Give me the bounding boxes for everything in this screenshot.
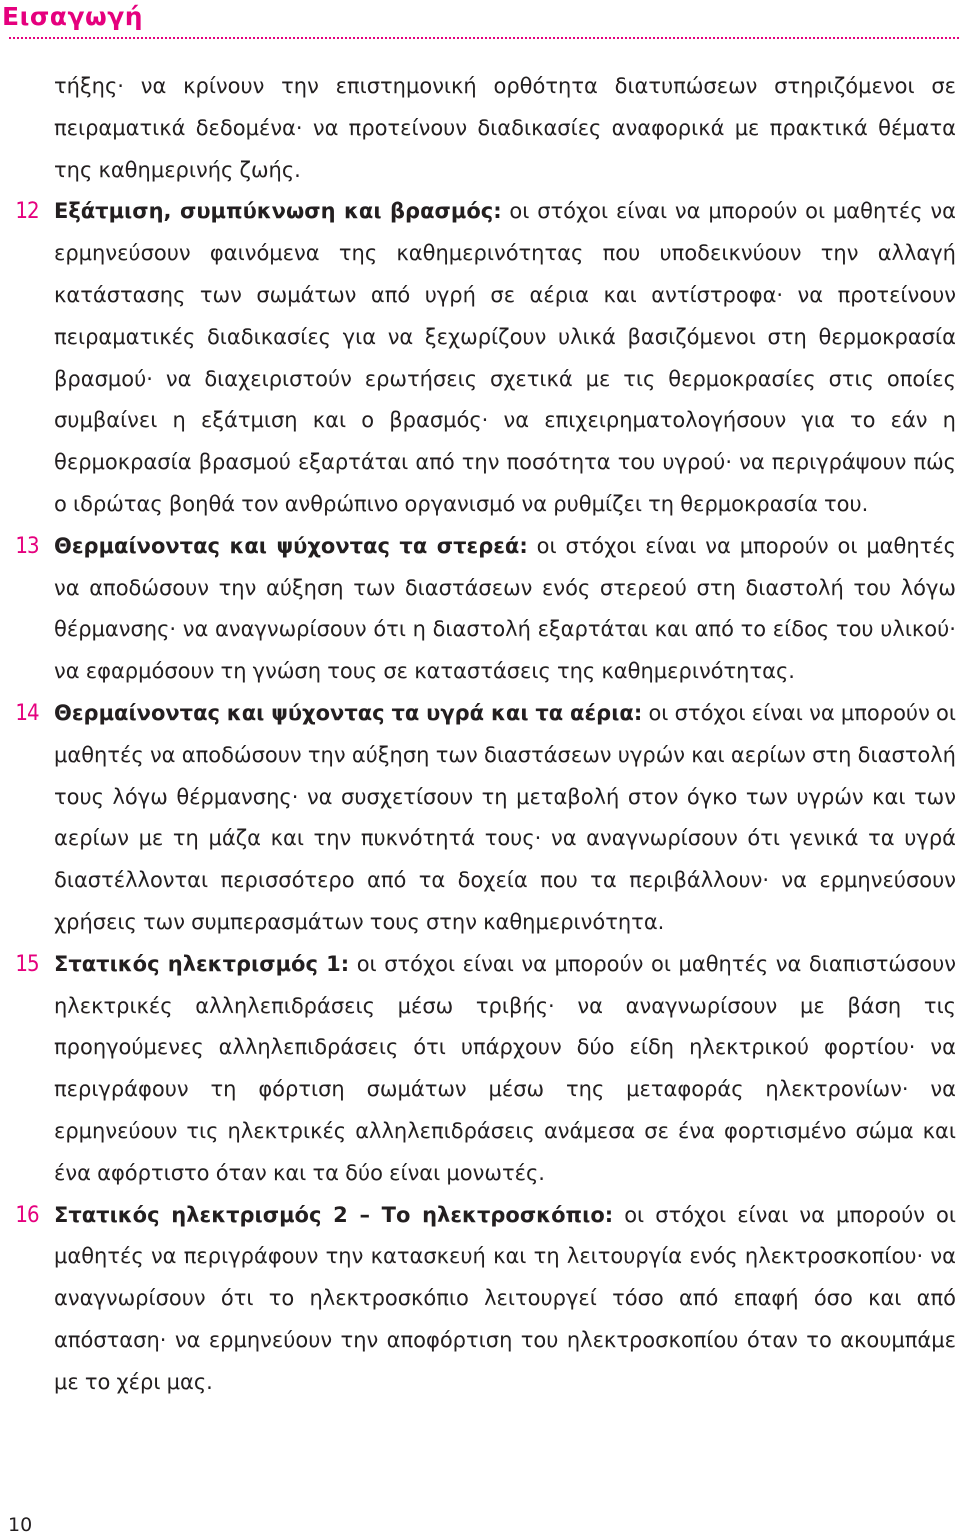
section-number: 15 [15, 951, 39, 977]
page-number: 10 [8, 1514, 33, 1536]
section-number: 12 [15, 199, 39, 225]
section-title: Εξάτμιση, συμπύκνωση και βρασμός: [54, 199, 502, 224]
page-title: Εισαγωγή [2, 2, 144, 31]
section-13 [15, 526, 956, 693]
section-text: οι στόχοι είναι να μπορούν οι μαθητές να περιγράφουν την κατασκευή και τη λειτουργία ενός ηλεκτροσκοπίου· να αναγνωρίσουν ότι το ηλεκτροσκόπιο λειτουργεί τόσο από επαφή όσο και από απόσταση· να ερμηνεύουν την αποφόρτιση του ηλεκτροσκοπίου όταν το ακουμπάμε με το χέρι μας. [54, 1202, 956, 1394]
section-14 [15, 693, 956, 944]
section-text: οι στόχοι είναι να μπορούν οι μαθητές να ερμηνεύσουν φαινόμενα της καθημερινότητας που υποδεικνύουν την αλλαγή κατάστασης των σωμάτων από υγρή σε αέρια και αντίστροφα· να προτείνουν πειραματικές διαδικασίες για να ξεχωρίζουν υλικά βασιζόμενοι στη θερμοκρασία βρασμού· να διαχειριστούν ερωτήσεις σχετικά με τις θερμοκρασίες στις οποίες συμβαίνει η εξάτμιση και ο βρασμός· να επιχειρηματολογήσουν για το εάν η θερμοκρασία βρασμού εξαρτάται από την ποσότητα του υγρού· να περιγράψουν πώς ο ιδρώτας βοηθά τον ανθρώπινο οργανισμό να ρυθμίζει τη θερμοκρασία του. [54, 199, 956, 516]
section-title: Θερμαίνοντας και ψύχοντας τα στερεά: [54, 533, 528, 558]
page-header [0, 0, 960, 40]
section-text: οι στόχοι είναι να μπορούν οι μαθητές να διαπιστώσουν ηλεκτρικές αλληλεπιδράσεις μέσω τριβής· να αναγνωρίσουν με βάση τις προηγούμενες αλληλεπιδράσεις ότι υπάρχουν δύο είδη ηλεκτρικού φορτίου· να περιγράφουν τη φόρτιση σωμάτων μέσω της μεταφοράς ηλεκτρονίων· να ερμηνεύουν τις ηλεκτρικές αλληλεπιδράσεις ανάμεσα σε ένα φορτισμένο σώμα και ένα αφόρτιστο όταν και τα δύο είναι μονωτές. [54, 951, 956, 1185]
header-divider [9, 37, 959, 39]
section-text: οι στόχοι είναι να μπορούν οι μαθητές να αποδώσουν την αύξηση των διαστάσεων υγρών και αερίων στη διαστολή τους λόγω θέρμανσης· να συσχετίσουν τη μεταβολή στον όγκο των υγρών και των αερίων με τη μάζα και την πυκνότητά τους· να αναγνωρίσουν ότι γενικά τα υγρά διαστέλλονται περισσότερο από τα δοχεία που τα περιβάλλουν· να ερμηνεύσουν χρήσεις των συμπερασμάτων τους στην καθημερινότητα. [54, 700, 956, 934]
section-title: Στατικός ηλεκτρισμός 1: [54, 951, 350, 976]
section-16 [15, 1195, 956, 1404]
section-15 [15, 944, 956, 1195]
intro-paragraph: τήξης· να κρίνουν την επιστημονική ορθότητα διατυπώσεων στηριζόμενοι σε πειραματικά δεδομένα· να προτείνουν διαδικασίες αναφορικά με πρακτικά θέματα της καθημερινής ζωής. [54, 74, 956, 182]
section-title: Στατικός ηλεκτρισμός 2 – Το ηλεκτροσκόπιο: [54, 1202, 614, 1227]
section-number: 16 [15, 1202, 39, 1228]
section-text: οι στόχοι είναι να μπορούν οι μαθητές να αποδώσουν την αύξηση των διαστάσεων ενός στερεού στη διαστολή του λόγω θέρμανσης· να αναγνωρίσουν ότι η διαστολή εξαρτάται και από το είδος του υλικού· να εφαρμόσουν τη γνώση τους σε καταστάσεις της καθημερινότητας. [54, 533, 956, 684]
section-12 [15, 191, 956, 525]
body-text [15, 66, 956, 1404]
section-number: 14 [15, 700, 39, 726]
section-title: Θερμαίνοντας και ψύχοντας τα υγρά και τα αέρια: [54, 700, 643, 725]
section-number: 13 [15, 533, 39, 559]
